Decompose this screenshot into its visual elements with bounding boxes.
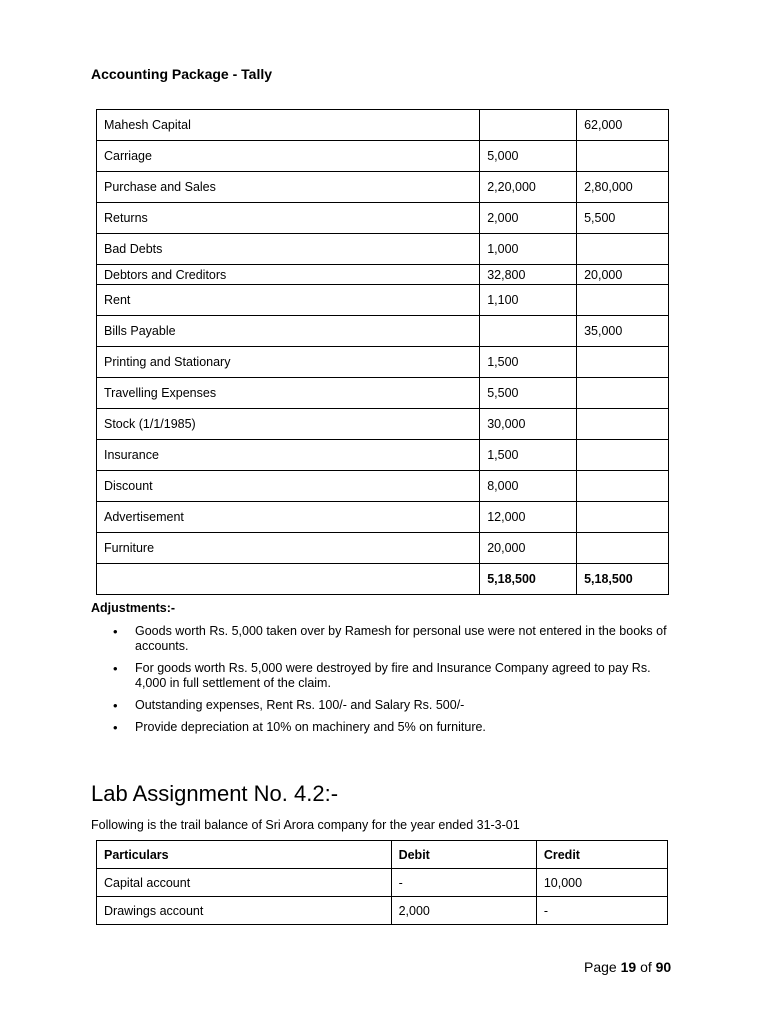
table-row <box>97 203 669 234</box>
debit-cell <box>480 316 577 347</box>
table-row <box>97 378 669 409</box>
total-label-cell <box>97 564 480 595</box>
total-row <box>97 564 669 595</box>
credit-cell <box>577 502 669 533</box>
page-number <box>584 959 671 975</box>
table-row <box>97 172 669 203</box>
adjustments-list <box>110 624 675 742</box>
credit-cell <box>577 533 669 564</box>
debit-cell: 1,500 <box>480 440 577 471</box>
particular-cell: Drawings account <box>97 897 392 925</box>
table-row <box>97 440 669 471</box>
table-row <box>97 347 669 378</box>
list-item: • Goods worth Rs. 5,000 taken over by Ramesh for personal use were not entered in the books of accounts. <box>110 624 675 654</box>
particular-cell: Returns <box>97 203 480 234</box>
column-header-credit: Credit <box>536 841 667 869</box>
table-row <box>97 285 669 316</box>
table-row <box>97 502 669 533</box>
page-total: 90 <box>655 959 672 975</box>
list-item: • Outstanding expenses, Rent Rs. 100/- and Salary Rs. 500/- <box>110 698 675 713</box>
credit-cell <box>577 378 669 409</box>
column-header-particulars: Particulars <box>97 841 392 869</box>
debit-cell: 2,000 <box>480 203 577 234</box>
table-row <box>97 897 668 925</box>
lab-assignment-heading: Lab Assignment No. 4.2:- <box>91 781 339 806</box>
credit-cell: 2,80,000 <box>577 172 669 203</box>
table-header-row <box>97 841 668 869</box>
debit-cell: 2,000 <box>391 897 536 925</box>
debit-cell: 1,000 <box>480 234 577 265</box>
debit-cell: 5,500 <box>480 378 577 409</box>
table-row <box>97 141 669 172</box>
lab-trial-balance-table <box>96 840 668 925</box>
particular-cell: Rent <box>97 285 480 316</box>
credit-cell: 20,000 <box>577 265 669 285</box>
debit-cell: 12,000 <box>480 502 577 533</box>
particular-cell: Stock (1/1/1985) <box>97 409 480 440</box>
particular-cell: Carriage <box>97 141 480 172</box>
credit-cell <box>577 471 669 502</box>
table-row <box>97 316 669 347</box>
list-item: • Provide depreciation at 10% on machinery and 5% on furniture. <box>110 720 675 735</box>
list-item: • For goods worth Rs. 5,000 were destroyed by fire and Insurance Company agreed to pay Rs. 4,000 in full settlement of the claim. <box>110 661 675 691</box>
page-label: Page <box>584 959 617 975</box>
particular-cell: Mahesh Capital <box>97 110 480 141</box>
page-header-title: Accounting Package - Tally <box>91 66 273 82</box>
credit-cell <box>577 440 669 471</box>
debit-cell <box>480 110 577 141</box>
credit-cell: 5,500 <box>577 203 669 234</box>
debit-cell: 32,800 <box>480 265 577 285</box>
table-row <box>97 409 669 440</box>
page-current: 19 <box>620 959 637 975</box>
debit-cell: 2,20,000 <box>480 172 577 203</box>
particular-cell: Purchase and Sales <box>97 172 480 203</box>
debit-cell: - <box>391 869 536 897</box>
table-row <box>97 869 668 897</box>
particular-cell: Insurance <box>97 440 480 471</box>
debit-cell: 30,000 <box>480 409 577 440</box>
table-row <box>97 234 669 265</box>
debit-cell: 20,000 <box>480 533 577 564</box>
particular-cell: Advertisement <box>97 502 480 533</box>
credit-cell <box>577 234 669 265</box>
particular-cell: Bad Debts <box>97 234 480 265</box>
total-credit-cell: 5,18,500 <box>577 564 669 595</box>
table-row <box>97 265 669 285</box>
particular-cell: Discount <box>97 471 480 502</box>
particular-cell: Furniture <box>97 533 480 564</box>
particular-cell: Capital account <box>97 869 392 897</box>
credit-cell <box>577 409 669 440</box>
credit-cell: 10,000 <box>536 869 667 897</box>
particular-cell: Debtors and Creditors <box>97 265 480 285</box>
credit-cell: 35,000 <box>577 316 669 347</box>
table-row <box>97 471 669 502</box>
lab-assignment-intro: Following is the trail balance of Sri Arora company for the year ended 31-3-01 <box>91 818 520 832</box>
table-row <box>97 110 669 141</box>
debit-cell: 8,000 <box>480 471 577 502</box>
total-debit-cell: 5,18,500 <box>480 564 577 595</box>
trial-balance-body <box>97 110 669 595</box>
lab-trial-balance-body <box>97 841 668 925</box>
particular-cell: Printing and Stationary <box>97 347 480 378</box>
credit-cell <box>577 347 669 378</box>
credit-cell <box>577 141 669 172</box>
particular-cell: Bills Payable <box>97 316 480 347</box>
adjustments-heading: Adjustments:- <box>91 601 176 615</box>
debit-cell: 1,100 <box>480 285 577 316</box>
table-row <box>97 533 669 564</box>
page-of: of <box>640 959 652 975</box>
debit-cell: 1,500 <box>480 347 577 378</box>
trial-balance-table <box>96 109 669 595</box>
debit-cell: 5,000 <box>480 141 577 172</box>
particular-cell: Travelling Expenses <box>97 378 480 409</box>
credit-cell: 62,000 <box>577 110 669 141</box>
credit-cell: - <box>536 897 667 925</box>
credit-cell <box>577 285 669 316</box>
column-header-debit: Debit <box>391 841 536 869</box>
